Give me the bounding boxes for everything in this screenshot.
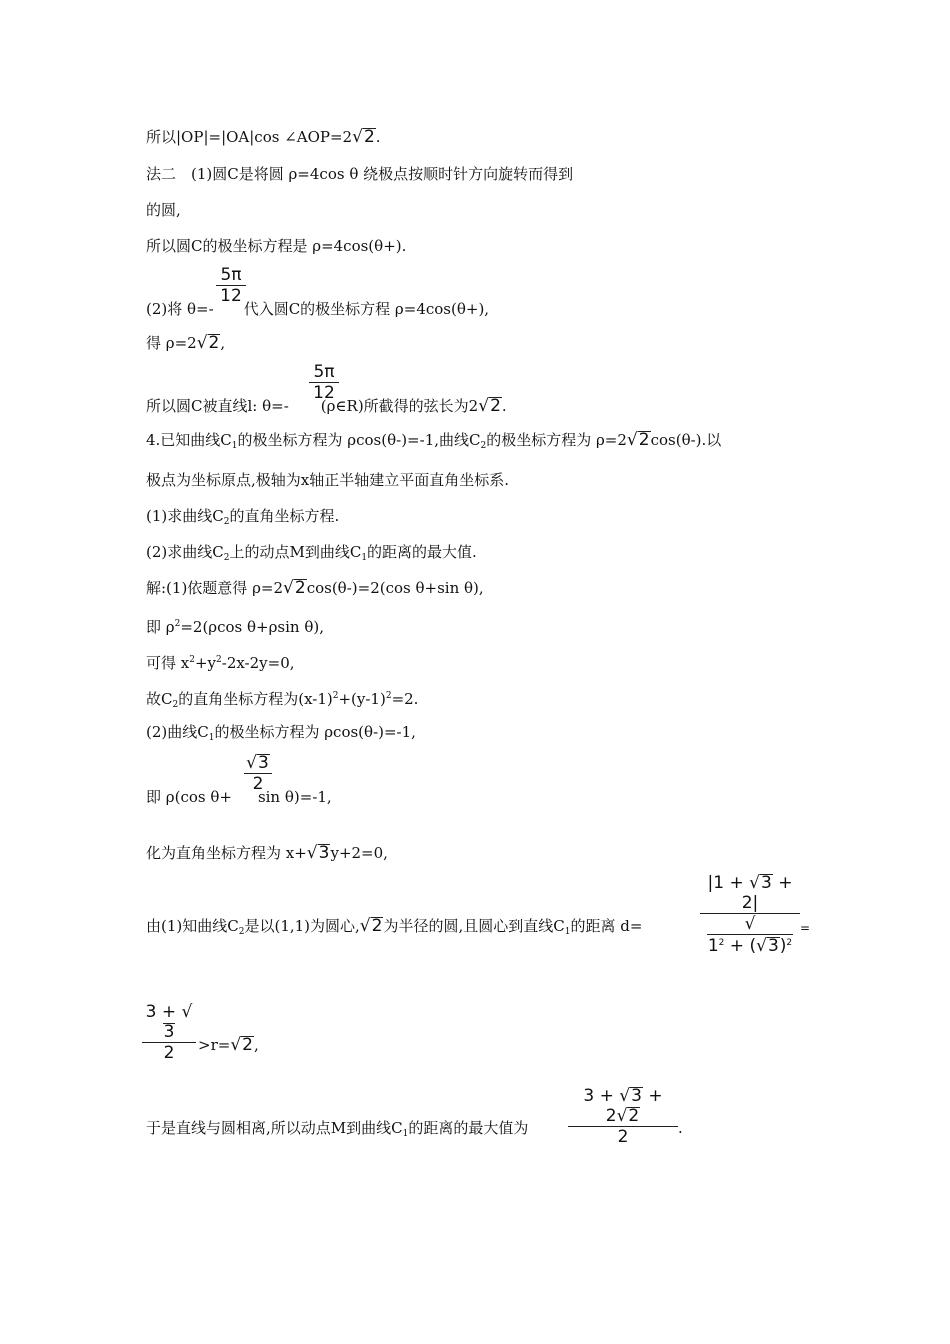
- text-line-11: [146, 542, 477, 568]
- text-line-19: [146, 916, 642, 942]
- sqrt-symbol: √: [230, 1035, 242, 1055]
- text: =2(ρcos θ+ρsin θ),: [180, 618, 324, 636]
- subscript: 2: [223, 517, 230, 527]
- text: 的直角坐标方程.: [229, 507, 340, 525]
- text-line-16: [146, 722, 416, 748]
- text-line-7: [146, 396, 507, 416]
- text-line-13: [146, 614, 324, 637]
- text: 于是直线与圆相离,所以动点M到曲线C: [146, 1119, 403, 1137]
- radicand: 3: [760, 873, 772, 893]
- fraction-max-distance: [568, 1086, 678, 1147]
- superscript: 2: [718, 938, 725, 948]
- superscript: 2: [174, 619, 181, 629]
- radicand: 2: [294, 578, 306, 598]
- sqrt-symbol: √: [619, 1086, 631, 1106]
- text: .: [501, 397, 507, 415]
- superscript: 2: [385, 691, 392, 701]
- text: (2)将 θ=-: [146, 300, 214, 318]
- numerator: [700, 873, 800, 913]
- numerator: 5π: [220, 265, 242, 285]
- text: 化为直角坐标方程为 x+: [146, 844, 307, 862]
- text: >r=: [198, 1036, 231, 1054]
- text: 代入圆C的极坐标方程 ρ=4cos(θ+),: [243, 300, 490, 318]
- text-line-2: 法二 (1)圆C是将圆 ρ=4cos θ 绕极点按顺时针方向旋转而得到: [146, 165, 574, 183]
- superscript: 2: [786, 938, 793, 948]
- text: 的极坐标方程为 ρcos(θ-)=-1,: [214, 723, 416, 741]
- text: (1)求曲线C: [146, 507, 224, 525]
- text-line-8: [146, 430, 721, 456]
- sqrt-symbol: √: [756, 936, 767, 956]
- numerator: [568, 1086, 678, 1126]
- denominator: 2: [252, 774, 264, 794]
- text: 的距离的最大值.: [367, 543, 477, 561]
- text: 由(1)知曲线C: [146, 917, 239, 935]
- subscript: 2: [238, 927, 245, 937]
- text: 即 ρ: [146, 618, 175, 636]
- text: 的距离 d=: [570, 917, 643, 935]
- text: 的直角坐标方程为(x-1): [178, 690, 333, 708]
- superscript: 2: [216, 655, 222, 665]
- text: 3 +: [145, 1002, 182, 1022]
- text: 为半径的圆,且圆心到直线C: [383, 917, 565, 935]
- numerator: [244, 753, 272, 773]
- text-line-20: [198, 1035, 259, 1055]
- text-line-3: 的圆,: [146, 201, 181, 219]
- text: y+2=0,: [330, 844, 388, 862]
- subscript: 1: [564, 927, 571, 937]
- text: +(y-1): [338, 690, 386, 708]
- denominator: 2: [617, 1127, 629, 1147]
- text: ,: [253, 1036, 259, 1054]
- radicand: 3: [258, 753, 269, 773]
- text: |1 +: [707, 873, 750, 893]
- text: 3 +: [583, 1086, 620, 1106]
- text-line-15: [146, 686, 418, 715]
- text-line-21: [146, 1118, 528, 1144]
- radicand: 2: [628, 1106, 640, 1126]
- radicand: 3: [767, 936, 779, 956]
- denominator: 2: [163, 1043, 175, 1063]
- subscript: 2: [172, 700, 179, 710]
- text: 即 ρ(cos θ+: [146, 788, 232, 806]
- subscript: 1: [208, 733, 215, 743]
- text-line-5: [146, 299, 489, 319]
- radicand: 3: [318, 843, 330, 863]
- text-line-1: [146, 127, 381, 147]
- text: (2)曲线C: [146, 723, 209, 741]
- text: -2x-2y=0,: [221, 654, 295, 672]
- text-line-9: 极点为坐标原点,极轴为x轴正半轴建立平面直角坐标系.: [146, 471, 509, 489]
- text: ,: [220, 334, 226, 352]
- sqrt-symbol: √: [181, 1002, 193, 1022]
- subscript: 1: [231, 441, 238, 451]
- text: (2)求曲线C: [146, 543, 224, 561]
- sqrt-symbol: √: [196, 333, 208, 353]
- text: 故C: [146, 690, 173, 708]
- radicand: 2: [638, 430, 650, 450]
- text-line-6: [146, 333, 225, 353]
- period: .: [678, 1119, 683, 1137]
- superscript: 2: [189, 655, 195, 665]
- text: 可得 x: [146, 654, 190, 672]
- text-line-14: [146, 650, 295, 673]
- denominator: [700, 914, 800, 956]
- sqrt-symbol: √: [478, 396, 490, 416]
- superscript: 2: [332, 691, 339, 701]
- text-line-18: [146, 843, 388, 863]
- subscript: 1: [402, 1129, 409, 1139]
- radicand: 3: [163, 1022, 175, 1042]
- text: cos(θ-)=2(cos θ+sin θ),: [306, 579, 484, 597]
- radicand: 2: [490, 396, 501, 416]
- text: + 2: [605, 1086, 663, 1126]
- fraction-3-plus-sqrt3-over-2: [142, 1002, 196, 1063]
- text: 1: [707, 936, 719, 956]
- numerator: [142, 1002, 196, 1042]
- text-line-17: [146, 787, 332, 807]
- equals-sign: =: [800, 921, 811, 935]
- denominator: 12: [220, 286, 242, 306]
- denominator: 12: [313, 383, 335, 403]
- sqrt-symbol: √: [359, 916, 371, 936]
- text: 解:(1)依题意得 ρ=2: [146, 579, 284, 597]
- text: ): [779, 936, 787, 956]
- text: sin θ)=-1,: [257, 788, 332, 806]
- numerator: 5π: [313, 362, 335, 382]
- text: .: [375, 128, 381, 146]
- text: 上的动点M到曲线C: [229, 543, 362, 561]
- text: 所以|OP|=|OA|cos ∠AOP=2: [146, 128, 353, 146]
- text: 所以圆C被直线l: θ=-: [146, 397, 289, 415]
- text: +y: [194, 654, 217, 672]
- sqrt-symbol: √: [749, 873, 760, 893]
- radicand: 2: [242, 1035, 253, 1055]
- text: 的极坐标方程为 ρ=2: [486, 431, 627, 449]
- subscript: 2: [223, 553, 230, 563]
- text: 的极坐标方程为 ρcos(θ-)=-1,曲线C: [237, 431, 481, 449]
- radicand: 2: [371, 916, 383, 936]
- sqrt-symbol: √: [352, 127, 363, 147]
- text: + 2|: [741, 873, 793, 913]
- radicand: 2: [363, 127, 375, 147]
- sqrt-symbol: √: [616, 1106, 628, 1126]
- fraction-distance: [700, 873, 800, 956]
- sqrt-symbol: √: [744, 914, 756, 934]
- text: cos(θ-).以: [650, 431, 722, 449]
- sqrt-symbol: √: [306, 843, 318, 863]
- text: =2.: [391, 690, 419, 708]
- sqrt-symbol: √: [246, 753, 257, 773]
- radicand: 3: [631, 1086, 642, 1106]
- text: (ρ∈R)所截得的弦长为2: [320, 397, 479, 415]
- text-line-12: [146, 578, 484, 598]
- subscript: 1: [361, 553, 368, 563]
- text: + (: [724, 936, 757, 956]
- sqrt-symbol: √: [626, 430, 638, 450]
- text: 得 ρ=2: [146, 334, 197, 352]
- text: 是以(1,1)为圆心,: [244, 917, 360, 935]
- subscript: 2: [480, 441, 487, 451]
- radicand: 2: [208, 333, 220, 353]
- text-line-10: [146, 506, 339, 532]
- text-line-4: 所以圆C的极坐标方程是 ρ=4cos(θ+).: [146, 237, 407, 255]
- text: 4.已知曲线C: [146, 431, 232, 449]
- text: 的距离的最大值为: [408, 1119, 529, 1137]
- sqrt-symbol: √: [283, 578, 294, 598]
